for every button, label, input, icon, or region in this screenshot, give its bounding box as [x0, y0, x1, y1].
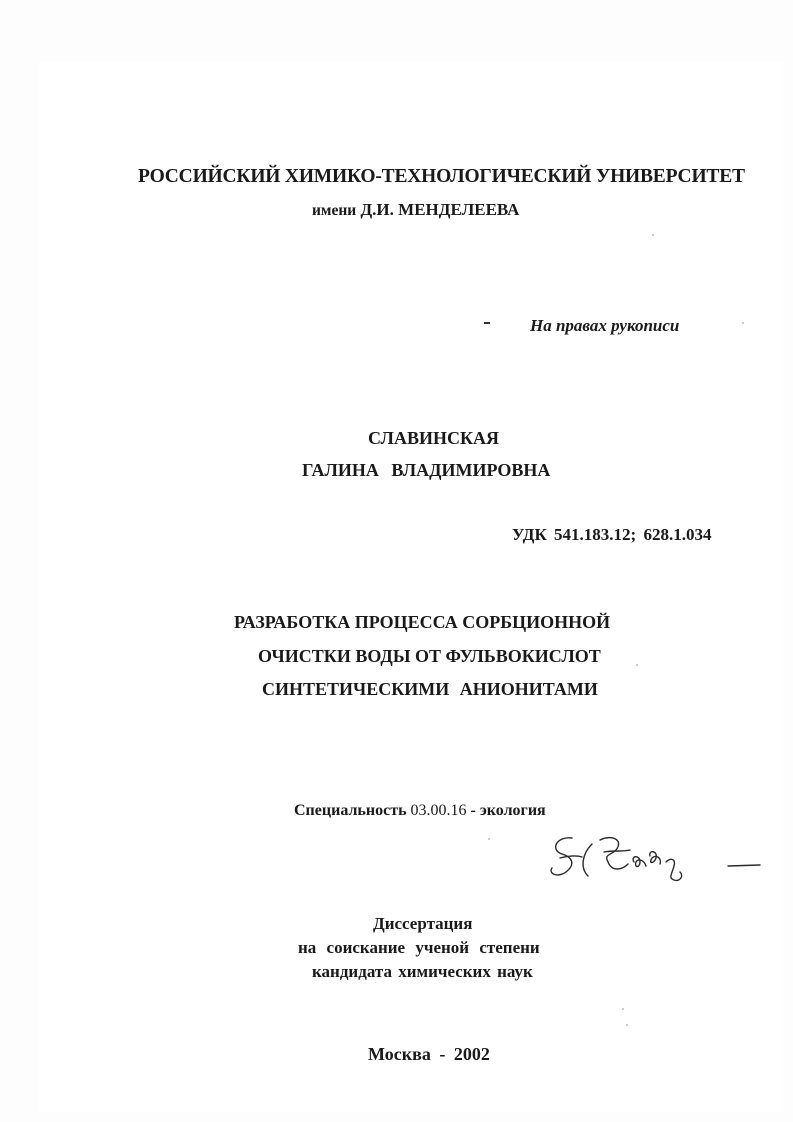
specialty-line: [294, 802, 546, 820]
specialty-label: Специальность: [294, 802, 407, 819]
manuscript-rights-note: На правах рукописи: [530, 316, 680, 335]
named-after: Д.И. МЕНДЕЛЕЕВА: [360, 200, 520, 219]
scan-speck: [652, 234, 654, 236]
margin-mark: [484, 322, 490, 324]
scan-speck: [636, 664, 638, 666]
named-prefix: имени: [312, 202, 357, 219]
university-named-after: [312, 200, 519, 220]
specialty-code: 03.00.16: [410, 802, 467, 819]
scan-speck: [488, 838, 490, 840]
handwritten-signature: [542, 828, 766, 888]
specialty-name: - экология: [470, 802, 546, 819]
scan-speck: [626, 1024, 628, 1026]
dissertation-degree-line-1: на соискание ученой степени: [298, 938, 540, 957]
author-given-names: ГАЛИНА ВЛАДИМИРОВНА: [302, 460, 551, 480]
scan-speck: [742, 322, 744, 324]
dissertation-label: Диссертация: [373, 914, 473, 933]
author-surname: СЛАВИНСКАЯ: [368, 428, 500, 448]
city-and-year: Москва - 2002: [368, 1044, 490, 1064]
thesis-title-line-3: СИНТЕТИЧЕСКИМИ АНИОНИТАМИ: [262, 679, 598, 699]
thesis-title-line-2: ОЧИСТКИ ВОДЫ ОТ ФУЛЬВОКИСЛОТ: [258, 646, 601, 666]
dissertation-degree-line-2: кандидата химических наук: [312, 962, 533, 981]
udc-code: УДК 541.183.12; 628.1.034: [512, 525, 712, 544]
university-name: РОССИЙСКИЙ ХИМИКО-ТЕХНОЛОГИЧЕСКИЙ УНИВЕРСИТЕТ: [138, 166, 745, 187]
thesis-title-line-1: РАЗРАБОТКА ПРОЦЕССА СОРБЦИОННОЙ: [234, 612, 611, 632]
scan-speck: [622, 1008, 624, 1010]
